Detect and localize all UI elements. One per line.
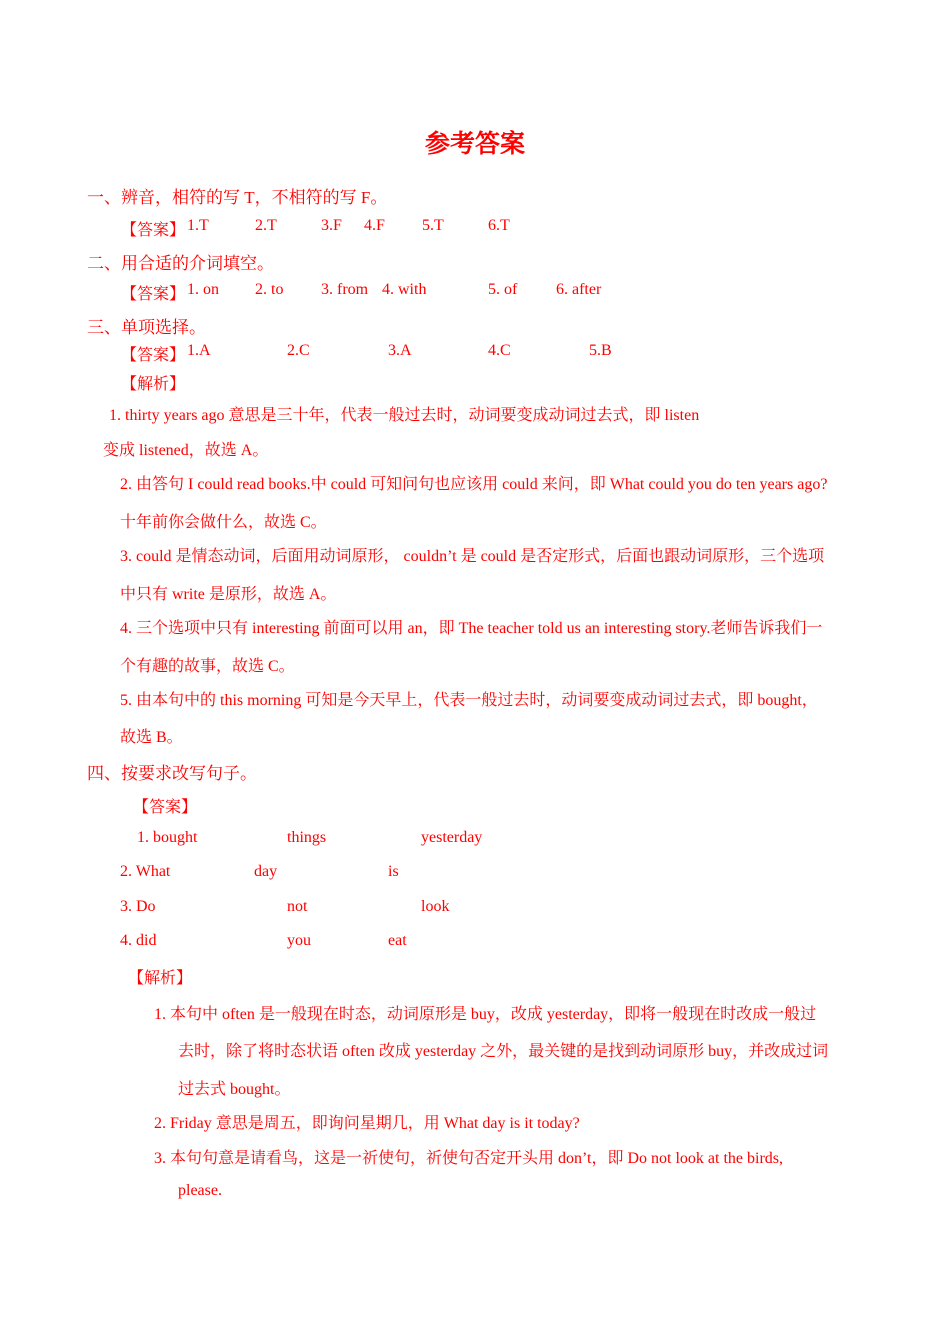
answer-row-cell: you — [287, 932, 311, 949]
answer-row-cell: 2. What — [120, 863, 171, 880]
answer-item: 2.T — [255, 217, 277, 234]
answer-row-cell: 3. Do — [120, 898, 156, 915]
section-2-answer-label: 【答案】 — [121, 286, 186, 303]
answer-item: 1. on — [187, 281, 219, 298]
answer-item: 3.A — [388, 342, 412, 359]
analysis-line: please. — [178, 1182, 222, 1199]
analysis-line: 故选 B。 — [120, 729, 183, 746]
section-4-heading: 四、按要求改写句子。 — [87, 764, 257, 783]
answer-item: 4.C — [488, 342, 511, 359]
analysis-line: 2. 由答句 I could read books.中 could 可知问句也应该用 could 来问，即 What could you do ten years ago? — [120, 476, 828, 493]
analysis-line: 变成 listened，故选 A。 — [103, 442, 269, 459]
section-1-answer-label: 【答案】 — [121, 222, 186, 239]
answer-item: 5.T — [422, 217, 444, 234]
answer-item: 6. after — [556, 281, 602, 298]
answer-item: 1.T — [187, 217, 209, 234]
answer-item: 3.F — [321, 217, 342, 234]
answer-row-cell: 4. did — [120, 932, 157, 949]
answer-item: 5. of — [488, 281, 518, 298]
answer-row-cell: look — [421, 898, 450, 915]
analysis-line: 个有趣的故事，故选 C。 — [120, 658, 295, 675]
section-3-heading: 三、单项选择。 — [87, 318, 206, 337]
answer-row-cell: 1. bought — [137, 829, 198, 846]
answer-item: 2. to — [255, 281, 284, 298]
analysis-line: 3. 本句句意是请看鸟，这是一祈使句，祈使句否定开头用 don’t，即 Do not look at the birds, — [154, 1150, 784, 1167]
analysis-line: 3. could 是情态动词，后面用动词原形， couldn’t 是 could 是否定形式，后面也跟动词原形，三个选项 — [120, 548, 825, 565]
answer-row-cell: yesterday — [421, 829, 483, 846]
answer-item: 2.C — [287, 342, 310, 359]
answer-row-cell: not — [287, 898, 308, 915]
answer-item: 1.A — [187, 342, 211, 359]
analysis-line: 中只有 write 是原形，故选 A。 — [120, 586, 337, 603]
analysis-line: 十年前你会做什么，故选 C。 — [120, 514, 327, 531]
analysis-line: 4. 三个选项中只有 interesting 前面可以用 an，即 The teacher told us an interesting story.老师告诉我们一 — [120, 620, 823, 637]
answer-item: 6.T — [488, 217, 510, 234]
section-3-analysis-label: 【解析】 — [121, 376, 186, 393]
answer-item: 4. with — [382, 281, 427, 298]
analysis-line: 5. 由本句中的 this morning 可知是今天早上，代表一般过去时，动词要变成动词过去式，即 bought， — [120, 692, 818, 709]
analysis-line: 过去式 bought。 — [178, 1081, 291, 1098]
analysis-line: 2. Friday 意思是周五，即询问星期几，用 What day is it today? — [154, 1115, 580, 1132]
answer-row-cell: eat — [388, 932, 407, 949]
analysis-line: 1. 本句中 often 是一般现在时态，动词原形是 buy，改成 yesterday，即将一般现在时改成一般过 — [154, 1006, 817, 1023]
answer-item: 3. from — [321, 281, 369, 298]
section-4-analysis-label: 【解析】 — [128, 970, 193, 987]
answer-item: 4.F — [364, 217, 385, 234]
section-4-answer-label: 【答案】 — [133, 799, 198, 816]
page-title: 参考答案 — [424, 129, 525, 158]
analysis-line: 1. thirty years ago 意思是三十年，代表一般过去时，动词要变成动词过去式，即 listen — [109, 407, 700, 424]
answer-row-cell: things — [287, 829, 327, 846]
answer-row-cell: day — [254, 863, 278, 880]
analysis-line: 去时，除了将时态状语 often 改成 yesterday 之外，最关键的是找到动词原形 buy，并改成过词 — [178, 1043, 829, 1060]
section-2-heading: 二、用合适的介词填空。 — [87, 254, 274, 273]
section-1-heading: 一、辨音，相符的写 T，不相符的写 F。 — [87, 188, 388, 207]
section-3-answer-label: 【答案】 — [121, 347, 186, 364]
answer-item: 5.B — [589, 342, 612, 359]
answer-row-cell: is — [388, 863, 399, 880]
